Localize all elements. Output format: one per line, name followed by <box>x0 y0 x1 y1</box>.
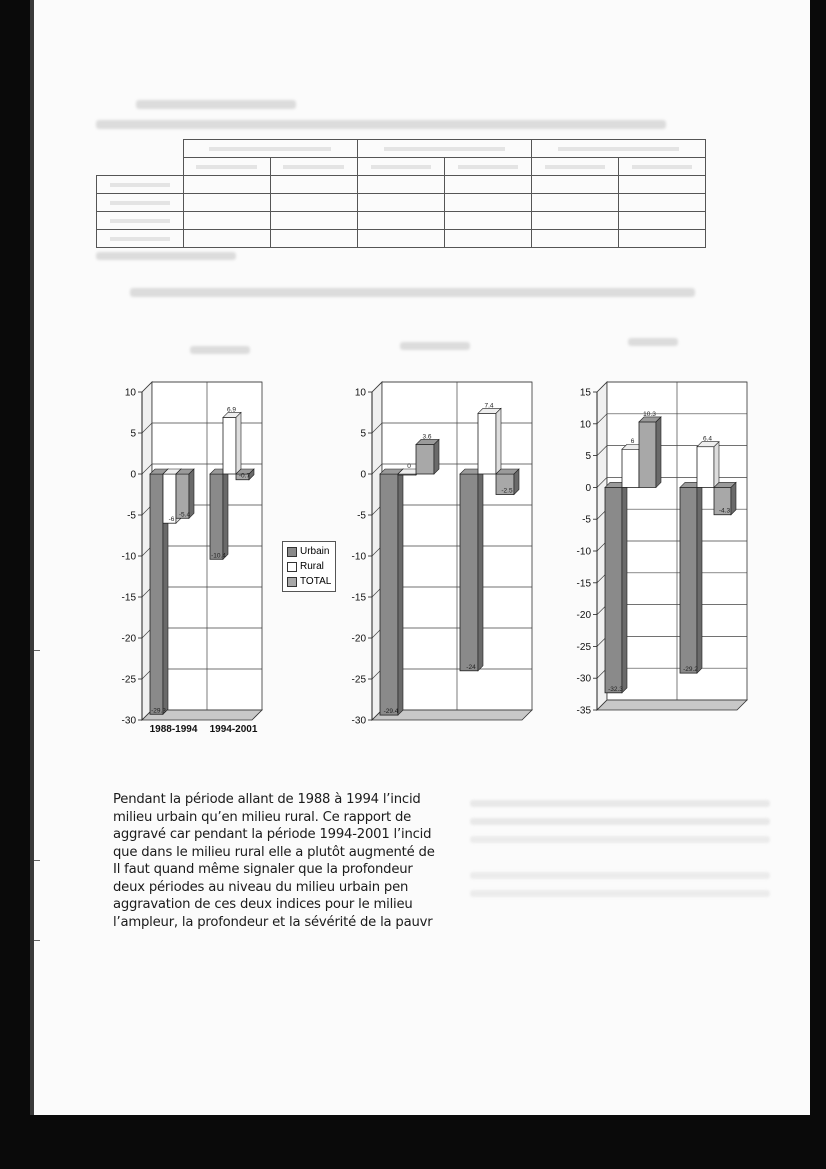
legend-item-urbain <box>287 544 331 559</box>
bar-chart-1 <box>100 380 290 740</box>
faded-table <box>96 139 706 248</box>
data-label: -2.5 <box>501 487 513 495</box>
y-tick-label: -5 <box>127 510 136 522</box>
legend-swatch <box>287 547 297 557</box>
y-tick-label: -10 <box>576 546 591 558</box>
margin-mark <box>34 940 40 941</box>
chart-3 <box>555 380 765 744</box>
y-tick-label: -35 <box>576 705 591 717</box>
bar-side-face <box>236 412 241 474</box>
bar-rural <box>223 417 236 474</box>
bar-side-face <box>714 442 719 488</box>
paragraph-line: que dans le milieu rural elle a plutôt augmenté de <box>113 844 435 860</box>
paragraph-line: deux périodes au niveau du milieu urbain pen <box>113 879 409 895</box>
faded-heading <box>136 100 296 109</box>
data-label: -29.2 <box>683 666 698 674</box>
bar-urbain <box>605 487 622 692</box>
bar-total <box>639 422 656 488</box>
paragraph-line: Pendant la période allant de 1988 à 1994 l’incid <box>113 792 421 807</box>
y-tick-label: -30 <box>121 715 136 727</box>
legend-label: TOTAL <box>300 576 332 587</box>
legend-swatch <box>287 562 297 572</box>
faded-chart-title <box>190 346 250 354</box>
bar-rural <box>622 449 639 487</box>
bar-rural <box>478 413 496 474</box>
bar-side-face <box>398 469 403 715</box>
y-tick-label: -20 <box>576 610 591 622</box>
bar-side-face <box>731 482 736 514</box>
y-tick-label: -25 <box>121 674 136 686</box>
bar-side-face <box>478 469 483 671</box>
paragraph-line: aggravé car pendant la période 1994-2001 l’incid <box>113 827 432 842</box>
bar-urbain <box>210 474 223 559</box>
faded-caption <box>96 252 236 260</box>
y-tick-label: 0 <box>585 482 591 494</box>
y-tick-label: 15 <box>579 387 591 399</box>
show-through-text <box>470 872 770 879</box>
y-tick-label: 5 <box>130 428 136 440</box>
y-tick-label: -5 <box>357 510 366 522</box>
paragraph-line: Il faut quand même signaler que la profondeur <box>113 862 413 877</box>
y-tick-label: -20 <box>121 633 136 645</box>
y-tick-label: -25 <box>576 641 591 653</box>
bar-chart-3 <box>555 380 765 740</box>
chart-legend <box>282 541 336 592</box>
margin-mark <box>34 650 40 651</box>
y-tick-label: 10 <box>354 387 366 399</box>
data-label: -5.4 <box>178 511 191 519</box>
bar-side-face <box>656 417 661 488</box>
paragraph-line: aggravation de ces deux indices pour le milieu <box>113 897 413 912</box>
data-label: -29.4 <box>383 708 399 716</box>
x-category-label: 1988-1994 <box>149 724 198 735</box>
margin-mark <box>34 860 40 861</box>
data-label: -24 <box>466 663 476 671</box>
data-label: -10.4 <box>211 552 226 560</box>
bar-side-face <box>697 482 702 673</box>
bar-urbain <box>460 474 478 671</box>
faded-caption <box>130 288 695 297</box>
faded-chart-title <box>400 342 470 350</box>
legend-label: Rural <box>300 561 324 572</box>
paragraph-line: milieu urbain qu’en milieu rural. Ce rapport de <box>113 809 412 825</box>
x-category-label: 1994-2001 <box>209 724 258 735</box>
paragraph-line: l’ampleur, la profondeur et la sévérité de la pauvr <box>113 914 433 930</box>
bar-side-face <box>496 408 501 474</box>
y-tick-label: -30 <box>351 715 366 727</box>
bar-chart-2 <box>330 380 550 740</box>
data-label: -6 <box>168 516 175 524</box>
data-label: 7.4 <box>484 402 494 410</box>
show-through-text <box>470 818 770 825</box>
data-label: 0 <box>407 463 411 470</box>
y-tick-label: 5 <box>585 451 591 463</box>
y-tick-label: 10 <box>124 387 136 399</box>
body-paragraph <box>113 791 447 931</box>
faded-heading <box>96 120 666 129</box>
y-tick-label: 10 <box>579 419 591 431</box>
y-tick-label: -10 <box>351 551 366 563</box>
y-tick-label: -30 <box>576 673 591 685</box>
data-label: -0.7 <box>238 472 251 480</box>
show-through-text <box>470 800 770 807</box>
legend-label: Urbain <box>300 546 330 557</box>
bar-total <box>416 444 434 474</box>
y-tick-label: -15 <box>121 592 136 604</box>
bar-rural <box>697 447 714 488</box>
faded-chart-title <box>628 338 678 346</box>
data-label: 6.4 <box>702 435 713 443</box>
chart-1 <box>100 380 290 744</box>
data-label: 6 <box>630 438 635 446</box>
y-tick-label: -10 <box>121 551 136 563</box>
bar-urbain <box>680 487 697 673</box>
y-tick-label: -5 <box>582 514 591 526</box>
y-tick-label: 0 <box>130 469 136 481</box>
bar-side-face <box>434 439 439 474</box>
data-label: 10.3 <box>643 410 656 418</box>
bar-urbain <box>380 474 398 715</box>
show-through-text <box>470 836 770 843</box>
legend-item-total <box>287 574 331 589</box>
data-label: 3.6 <box>422 433 432 441</box>
y-tick-label: 5 <box>360 428 366 440</box>
y-tick-label: 0 <box>360 469 366 481</box>
data-label: -4.3 <box>718 507 731 515</box>
data-label: -32.3 <box>608 685 623 693</box>
bar-side-face <box>223 469 228 559</box>
data-label: -29.3 <box>151 707 166 715</box>
data-label: 6.9 <box>226 406 237 414</box>
bar-side-face <box>622 482 627 692</box>
y-tick-label: -15 <box>576 578 591 590</box>
y-tick-label: -25 <box>351 674 366 686</box>
plot-floor <box>597 700 747 710</box>
legend-swatch <box>287 577 297 587</box>
chart-2 <box>330 380 550 744</box>
legend-item-rural <box>287 559 331 574</box>
bar-urbain <box>150 474 163 714</box>
y-tick-label: -20 <box>351 633 366 645</box>
y-tick-label: -15 <box>351 592 366 604</box>
show-through-text <box>470 890 770 897</box>
